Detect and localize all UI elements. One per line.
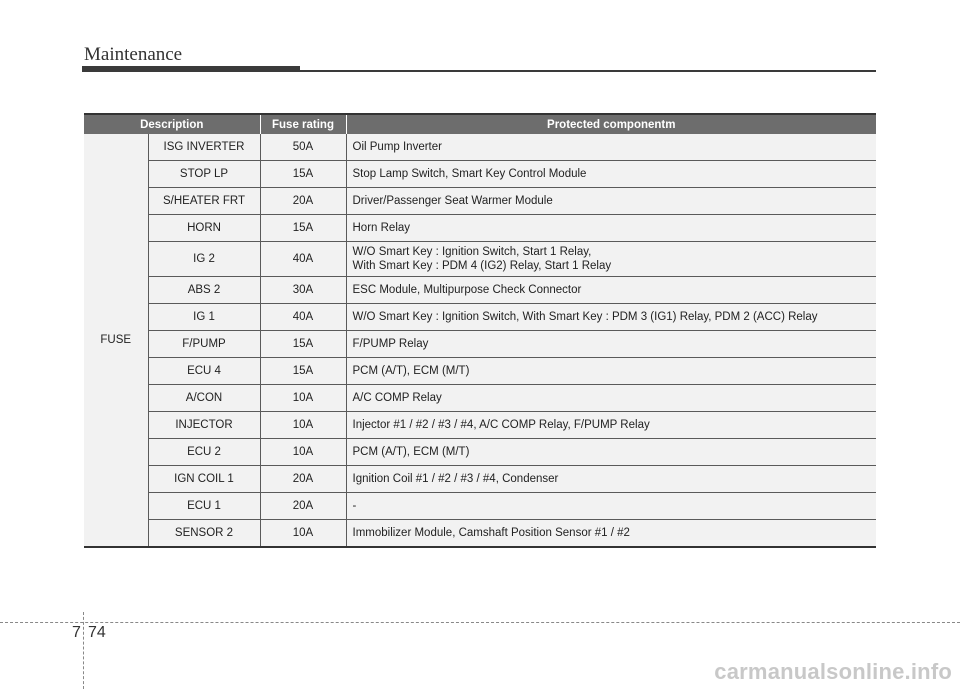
fuse-name-cell: IG 2 [148,242,260,277]
protected-component-cell [346,520,876,548]
fuse-rating-cell: 10A [260,520,346,548]
protected-component-line: W/O Smart Key : Ignition Switch, Start 1 Relay, [352,246,592,258]
fuse-name-cell: SENSOR 2 [148,520,260,548]
protected-component-line: PCM (A/T), ECM (M/T) [352,446,470,458]
protected-component-cell [346,161,876,188]
table-row [84,412,876,439]
column-header-fuse-rating: Fuse rating [260,114,346,134]
fuse-rating-cell: 30A [260,277,346,304]
protected-component-line: ESC Module, Multipurpose Check Connector [352,284,582,296]
footer-section-number: 7 [72,624,81,641]
header-rule [300,70,876,72]
protected-component-line: W/O Smart Key : Ignition Switch, With Smart Key : PDM 3 (IG1) Relay, PDM 2 (ACC) Relay [352,311,818,323]
fuse-rating-cell: 50A [260,134,346,161]
fuse-name-cell: HORN [148,215,260,242]
fuse-name-cell: A/CON [148,385,260,412]
fuse-rating-cell: 20A [260,466,346,493]
fuse-name-cell: S/HEATER FRT [148,188,260,215]
table-row [84,466,876,493]
protected-component-cell [346,493,876,520]
protected-component-cell [346,215,876,242]
column-header-protected-component: Protected componentm [346,114,876,134]
protected-component-line: Horn Relay [352,222,411,234]
fuse-rating-cell: 10A [260,439,346,466]
page-header-title: Maintenance [84,44,183,65]
fuse-name-cell: ECU 4 [148,358,260,385]
fuse-name-cell: ECU 1 [148,493,260,520]
fuse-table [84,113,876,548]
watermark-text: carmanualsonline.info [714,659,952,684]
fuse-rating-cell: 40A [260,242,346,277]
fuse-table-header-row [84,114,876,134]
table-row [84,161,876,188]
fuse-name-cell: INJECTOR [148,412,260,439]
protected-component-cell [346,134,876,161]
table-row [84,493,876,520]
fuse-name-cell: ISG INVERTER [148,134,260,161]
protected-component-line: F/PUMP Relay [352,338,429,350]
fuse-rating-cell: 15A [260,161,346,188]
protected-component-cell [346,331,876,358]
fuse-group-label: FUSE [84,134,148,547]
fuse-name-cell: ECU 2 [148,439,260,466]
table-row [84,385,876,412]
table-row [84,188,876,215]
protected-component-line: Stop Lamp Switch, Smart Key Control Module [352,168,587,180]
table-row [84,439,876,466]
fuse-table-header [84,114,876,134]
fuse-name-cell: ABS 2 [148,277,260,304]
protected-component-cell [346,466,876,493]
table-row [84,520,876,548]
fuse-name-cell: IGN COIL 1 [148,466,260,493]
protected-component-cell [346,242,876,277]
footer-guide-horizontal [0,622,960,623]
fuse-name-cell: IG 1 [148,304,260,331]
table-row [84,304,876,331]
footer-page-number: 74 [88,624,106,641]
fuse-name-cell: STOP LP [148,161,260,188]
fuse-rating-cell: 15A [260,215,346,242]
protected-component-cell [346,188,876,215]
protected-component-line: With Smart Key : PDM 4 (IG2) Relay, Start 1 Relay [352,260,612,272]
table-row [84,134,876,161]
fuse-rating-cell: 40A [260,304,346,331]
protected-component-line: Injector #1 / #2 / #3 / #4, A/C COMP Relay, F/PUMP Relay [352,419,650,431]
fuse-rating-cell: 15A [260,331,346,358]
protected-component-line: A/C COMP Relay [352,392,442,404]
protected-component-cell [346,439,876,466]
fuse-rating-cell: 15A [260,358,346,385]
fuse-rating-cell: 20A [260,493,346,520]
table-row [84,215,876,242]
footer-guide-vertical [83,612,84,689]
protected-component-line: Immobilizer Module, Camshaft Position Sensor #1 / #2 [352,527,630,539]
protected-component-line: - [352,500,357,512]
protected-component-cell [346,412,876,439]
table-row [84,242,876,277]
fuse-rating-cell: 10A [260,385,346,412]
table-row [84,277,876,304]
protected-component-cell [346,358,876,385]
protected-component-line: Ignition Coil #1 / #2 / #3 / #4, Condenser [352,473,559,485]
fuse-rating-cell: 20A [260,188,346,215]
table-row [84,358,876,385]
protected-component-line: PCM (A/T), ECM (M/T) [352,365,470,377]
protected-component-cell [346,385,876,412]
table-row [84,331,876,358]
protected-component-line: Oil Pump Inverter [352,141,442,153]
header-accent-bar [82,66,300,72]
protected-component-cell [346,304,876,331]
fuse-rating-cell: 10A [260,412,346,439]
protected-component-line: Driver/Passenger Seat Warmer Module [352,195,553,207]
protected-component-cell [346,277,876,304]
fuse-name-cell: F/PUMP [148,331,260,358]
fuse-table-body [84,134,876,547]
column-header-description: Description [84,114,260,134]
